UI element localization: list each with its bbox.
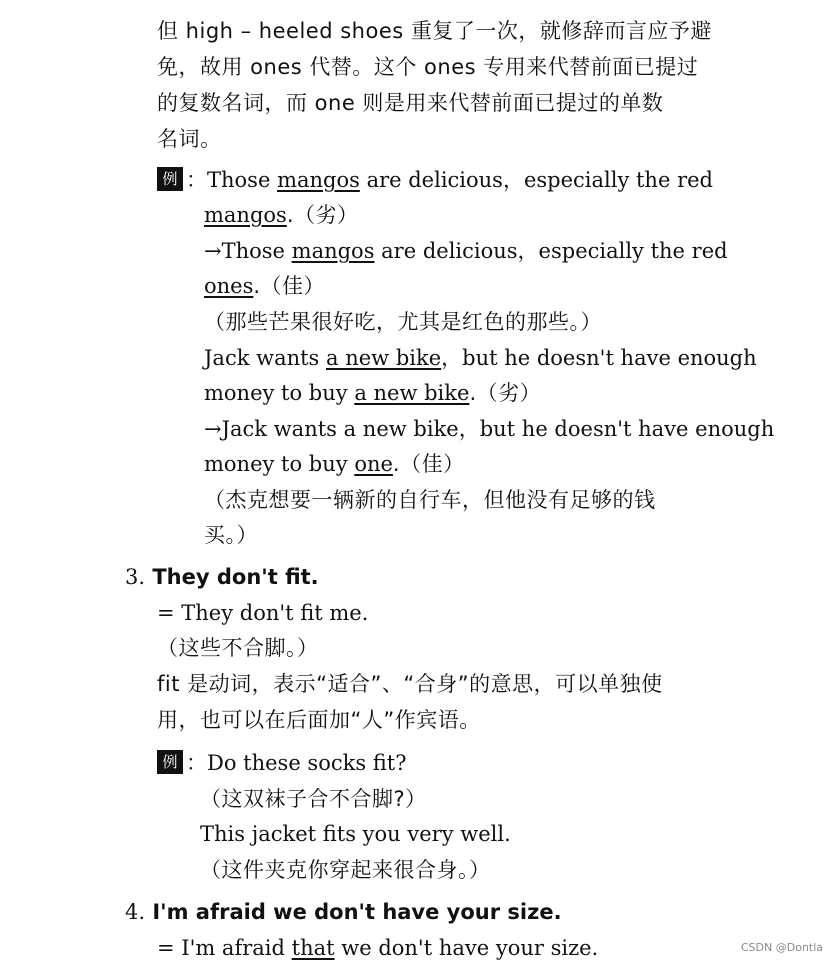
example2-line-1-text: ：Do these socks fit? (186, 751, 407, 775)
example1-line-4-b: .（佳） (253, 274, 326, 298)
section-3-translation-text: （这些不合脚。） (157, 636, 319, 660)
example1-line-7-underlined: a new bike (354, 381, 470, 405)
example1-line-6-b: ，but he doesn't have enough (441, 346, 757, 370)
section-3-number: 3. (125, 565, 146, 589)
section-3-equivalent-text: = They don't fit me. (157, 601, 369, 625)
example2-line-3 (200, 819, 511, 849)
example-icon (157, 167, 183, 191)
intro-line-2-text: 免，故用 ones 代替。这个 ones 专用来代替前面已提过 (157, 55, 699, 79)
example1-line-9 (204, 449, 465, 479)
example1-line-4 (204, 271, 325, 301)
section-3-explanation-line-1 (157, 669, 663, 699)
example1-line-6-underlined: a new bike (326, 346, 442, 370)
example1-line-7 (204, 378, 541, 408)
watermark-text: CSDN @Dontla (740, 941, 823, 954)
example1-line-2-b: .（劣） (286, 203, 359, 227)
example2-line-1 (186, 748, 407, 778)
section-4-title: I'm afraid we don't have your size. (152, 900, 562, 924)
example1-line-6-a: Jack wants (204, 346, 327, 370)
example2-line-2 (200, 784, 427, 814)
section-4-equivalent-a: = I'm afraid (157, 936, 292, 960)
example1-line-3-a: →Those (204, 239, 292, 263)
section-3-explanation-2-text: 用，也可以在后面加“人”作宾语。 (157, 708, 481, 732)
example1-line-8-text: →Jack wants a new bike，but he doesn't have enough (204, 417, 775, 441)
example-icon-label: 例 (162, 170, 178, 188)
example1-line-1-underlined: mangos (277, 168, 360, 192)
example1-line-9-b: .（佳） (392, 452, 465, 476)
section-4-equivalent-underlined: that (291, 936, 335, 960)
intro-line-4 (157, 124, 222, 154)
intro-line-1 (157, 16, 712, 46)
example1-line-11 (204, 520, 258, 550)
section-4-equivalent-b: we don't have your size. (334, 936, 599, 960)
section-3-heading (125, 562, 319, 592)
section-4-number: 4. (125, 900, 146, 924)
example1-line-5-text: （那些芒果很好吃，尤其是红色的那些。） (204, 310, 602, 334)
example2-line-2-text: （这双袜子合不合脚?） (200, 787, 427, 811)
example-icon-2-label: 例 (162, 753, 178, 771)
example1-line-7-a: money to buy (204, 381, 355, 405)
example1-line-6 (204, 343, 757, 373)
example1-line-1 (186, 165, 713, 195)
example1-line-10-text: （杰克想要一辆新的自行车，但他没有足够的钱 (204, 488, 656, 512)
intro-line-1-text: 但 high – heeled shoes 重复了一次，就修辞而言应予避 (157, 19, 712, 43)
watermark (741, 941, 823, 954)
section-3-equivalent (157, 598, 368, 628)
example1-line-2-underlined: mangos (204, 203, 287, 227)
example1-line-1-b: are delicious，especially the red (359, 168, 713, 192)
example1-line-5 (204, 307, 602, 337)
intro-line-3-text: 的复数名词，而 one 则是用来代替前面已提过的单数 (157, 91, 664, 115)
example1-line-10 (204, 485, 656, 515)
intro-line-4-text: 名词。 (157, 127, 222, 151)
example1-line-9-underlined: one (354, 452, 393, 476)
example1-line-11-text: 买。） (204, 523, 258, 547)
example1-line-3-b: are delicious，especially the red (374, 239, 728, 263)
intro-line-3 (157, 88, 663, 118)
example1-line-3-underlined: mangos (291, 239, 375, 263)
section-3-explanation-line-2 (157, 705, 481, 735)
example1-line-8 (204, 414, 774, 444)
example1-line-1-a: ：Those (186, 168, 278, 192)
example2-line-3-text: This jacket fits you very well. (200, 822, 511, 846)
section-3-explanation-1-text: fit 是动词，表示“适合”、“合身”的意思，可以单独使 (157, 672, 663, 696)
example1-line-4-underlined: ones (204, 274, 254, 298)
example-icon-2 (157, 750, 183, 774)
section-4-equivalent (157, 933, 598, 963)
example1-line-3 (204, 236, 728, 266)
section-3-translation (157, 633, 319, 663)
example1-line-9-a: money to buy (204, 452, 355, 476)
example1-line-7-b: .（劣） (469, 381, 542, 405)
example1-line-2 (204, 200, 359, 230)
example2-line-4 (200, 855, 491, 885)
example2-line-4-text: （这件夹克你穿起来很合身。） (200, 858, 491, 882)
section-4-heading (125, 897, 562, 927)
intro-line-2 (157, 52, 698, 82)
section-3-title: They don't fit. (152, 565, 319, 589)
